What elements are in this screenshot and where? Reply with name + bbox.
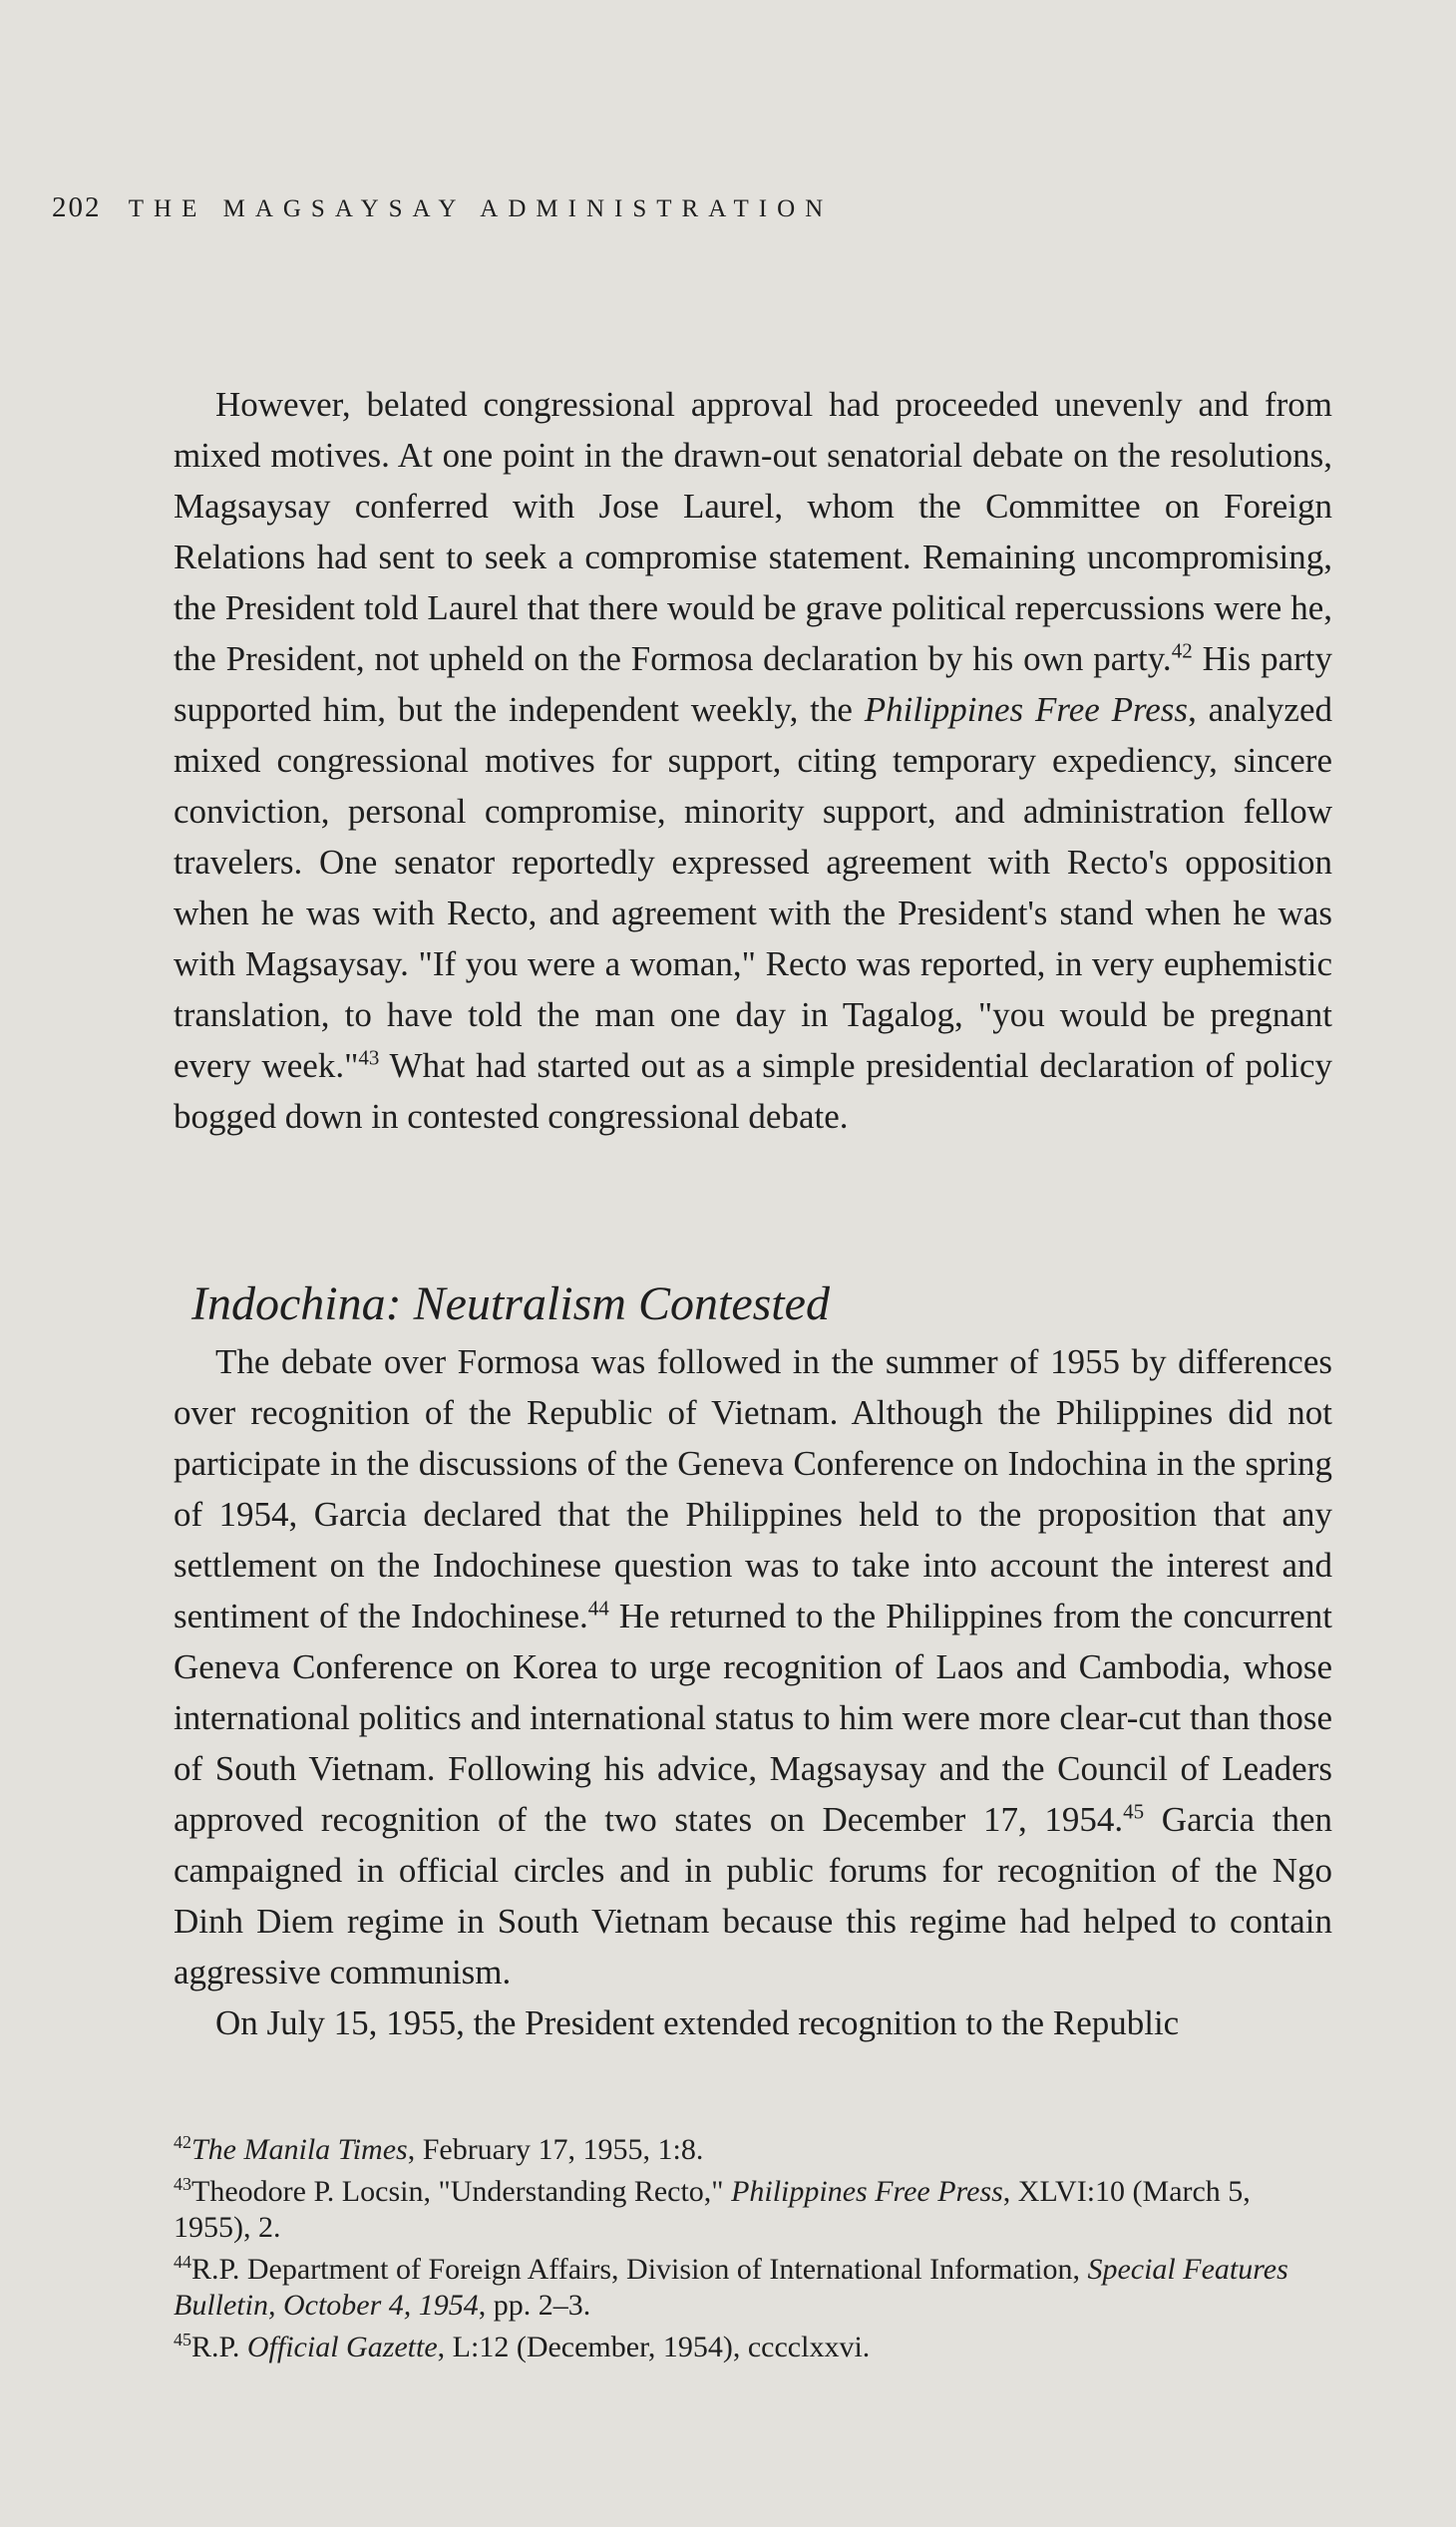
paragraph-1-text: His party supported him, but the independent weekly, the	[174, 639, 1332, 729]
footnote-text: , pp. 2–3.	[478, 2289, 591, 2322]
body-text-top	[174, 379, 1332, 1142]
paragraph-2-text: He returned to the Philippines from the concurrent Geneva Conference on Korea to urge recognition of Laos and Cambodia, whose international politics and international status to him were more clear-cut than those of South Vietnam. Following his advice, Magsaysay and the Council of Leaders approved recognition of the two states on December 17, 1954.	[174, 1597, 1332, 1839]
footnote-title: Official Gazette	[246, 2331, 438, 2363]
paragraph-1-text: However, belated congressional approval had proceeded unevenly and from mixed motives. At one point in the drawn-out senatorial debate on the resolutions, Magsaysay conferred with Jose Laurel, whom the Committee on Foreign Relations had sent to seek a compromise statement. Remaining uncompromising, the President told Laurel that there would be grave political repercussions were he, the President, not upheld on the Formosa declaration by his own party.	[174, 385, 1332, 678]
footnote-ref-43: 43	[358, 1045, 380, 1070]
footnote-42	[174, 2132, 1332, 2168]
footnote-text: , February 17, 1955, 1:8.	[407, 2133, 704, 2166]
footnote-title: The Manila Times	[191, 2133, 408, 2166]
paragraph-1-text: What had started out as a simple presidential declaration of policy bogged down in contested congressional debate.	[174, 1046, 1332, 1136]
page-number: 202	[52, 191, 102, 223]
section-heading: Indochina: Neutralism Contested	[191, 1277, 830, 1330]
footnote-number: 45	[174, 2330, 191, 2349]
footnote-title: Philippines Free Press	[731, 2175, 1003, 2208]
publication-title: Philippines Free Press	[864, 690, 1189, 729]
paragraph-3: On July 15, 1955, the President extended recognition to the Republic	[215, 2003, 1180, 2042]
footnote-44	[174, 2252, 1332, 2324]
footnote-text: Theodore P. Locsin, "Understanding Recto,"	[191, 2175, 732, 2208]
paragraph-1-text: , analyzed mixed congressional motives for support, citing temporary expediency, sincere conviction, personal compromise, minority support, and administration fellow travelers. One senator reportedly expressed agreement with Recto's opposition when he was with Recto, and agreement with the President's stand when he was with Magsaysay. "If you were a woman," Recto was reported, in very euphemistic translation, to have told the man one day in Tagalog, "you would be pregnant every week."	[174, 690, 1332, 1085]
paragraph-2	[174, 1336, 1332, 1997]
footnote-text: , XLVI:10 (March 5, 1955), 2.	[174, 2175, 1251, 2244]
footnote-text: R.P.	[191, 2331, 247, 2363]
footnote-number: 42	[174, 2132, 191, 2152]
body-text-bottom	[174, 1336, 1332, 2048]
footnote-43	[174, 2174, 1332, 2246]
footnote-text: , L:12 (December, 1954), cccclxxvi.	[437, 2331, 871, 2363]
footnote-ref-45: 45	[1123, 1799, 1145, 1824]
paragraph-2-text: Garcia then campaigned in official circles and in public forums for recognition of the Ngo Dinh Diem regime in South Vietnam because this regime had helped to contain aggressive communism.	[174, 1800, 1332, 1991]
footnotes	[174, 2132, 1332, 2371]
paragraph-2-text: The debate over Formosa was followed in the summer of 1955 by differences over recognition of the Republic of Vietnam. Although the Philippines did not participate in the discussions of the Geneva Conference on Indochina in the spring of 1954, Garcia declared that the Philippines held to the proposition that any settlement on the Indochinese question was to take into account the interest and sentiment of the Indochinese.	[174, 1342, 1332, 1635]
footnote-number: 44	[174, 2252, 191, 2272]
footnote-text: R.P. Department of Foreign Affairs, Division of International Information,	[191, 2253, 1088, 2286]
footnote-45	[174, 2330, 1332, 2365]
footnote-title: Special Features Bulletin, October 4, 1954	[174, 2253, 1288, 2322]
running-head	[52, 191, 833, 224]
running-title: THE MAGSAYSAY ADMINISTRATION	[128, 195, 834, 222]
footnote-number: 43	[174, 2174, 191, 2194]
footnote-ref-42: 42	[1171, 638, 1193, 663]
paragraph-1	[174, 379, 1332, 1142]
footnote-ref-44: 44	[587, 1596, 609, 1621]
